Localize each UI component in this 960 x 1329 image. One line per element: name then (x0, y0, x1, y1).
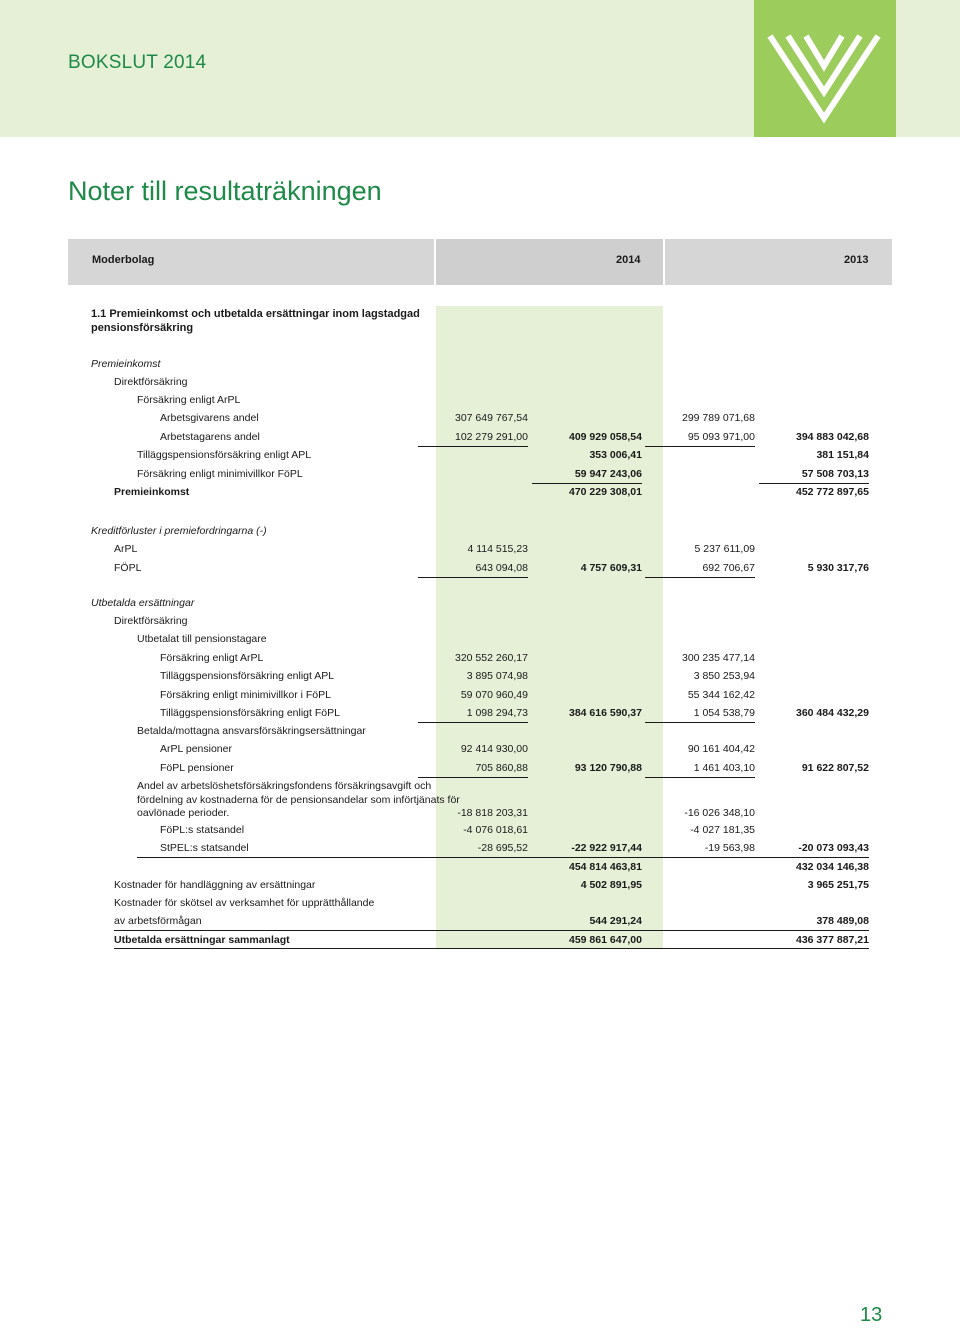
value-cell: 454 814 463,81 (569, 861, 642, 873)
table-row (0, 594, 960, 612)
page-title: Noter till resultaträkningen (68, 176, 382, 206)
report-title: BOKSLUT 2014 (68, 52, 207, 73)
v-chevron-logo-icon (754, 0, 896, 137)
value-cell: 59 947 243,06 (532, 465, 642, 484)
value-cell: 300 235 477,14 (682, 652, 755, 664)
table-row (0, 409, 960, 427)
row-label: Arbetsgivarens andel (160, 412, 259, 424)
value-cell: 459 861 647,00 (569, 934, 642, 946)
table-row (0, 876, 960, 894)
row-label: FöPL pensioner (160, 762, 234, 774)
table-row (0, 355, 960, 373)
row-label: Utbetalda ersättningar sammanlagt (114, 934, 290, 946)
row-label-multiline: Andel av arbetslöshetsförsäkringsfondens försäkringsavgift och fördelning av kostnaderna för de pensionsandelar som införtjänats för oavlönade perioder. (137, 780, 460, 819)
value-cell: 409 929 058,54 (569, 431, 642, 443)
table-row (0, 391, 960, 409)
row-label: ArPL (114, 543, 138, 555)
value-cell: 307 649 767,54 (455, 412, 528, 424)
row-label: Direktförsäkring (114, 376, 188, 388)
table-header (68, 239, 892, 285)
row-label: Försäkring enligt ArPL (160, 652, 264, 664)
table-row (0, 649, 960, 667)
value-cell: 102 279 291,00 (418, 428, 528, 447)
row-label: Tilläggspensionsförsäkring enligt APL (137, 449, 312, 461)
row-label: Utbetalat till pensionstagare (137, 633, 267, 645)
value-cell: -22 922 917,44 (571, 842, 642, 854)
table-row (0, 759, 960, 777)
table-row (0, 839, 960, 857)
row-label: Försäkring enligt minimivillkor FöPL (137, 468, 303, 480)
table-row (0, 540, 960, 558)
value-cell: 95 093 971,00 (645, 428, 755, 447)
row-label: Betalda/mottagna ansvarsförsäkringsersättningar (137, 725, 366, 737)
table-row (0, 821, 960, 839)
row-label: Arbetstagarens andel (160, 431, 260, 443)
value-cell: -19 563,98 (704, 842, 755, 854)
table-row (0, 522, 960, 540)
value-cell: 432 034 146,38 (796, 861, 869, 873)
table-row (0, 804, 960, 822)
row-label: Försäkring enligt ArPL (137, 394, 241, 406)
row-label: FÖPL (114, 562, 142, 574)
value-cell: -16 026 348,10 (684, 807, 755, 819)
table-row (0, 931, 960, 949)
row-label: Kreditförluster i premiefordringarna (-) (91, 525, 267, 537)
table-row (0, 722, 960, 740)
value-cell: 360 484 432,29 (796, 707, 869, 719)
value-cell: 705 860,88 (418, 759, 528, 778)
row-label: Premieinkomst (91, 358, 161, 370)
table-row (0, 559, 960, 577)
value-cell: 93 120 790,88 (574, 762, 642, 774)
value-cell: 320 552 260,17 (455, 652, 528, 664)
value-cell: 381 151,84 (816, 449, 869, 461)
value-cell: 91 622 807,52 (801, 762, 869, 774)
value-cell: 353 006,41 (589, 449, 642, 461)
row-label: av arbetsförmågan (114, 915, 202, 927)
header-year-2013: 2013 (844, 254, 869, 266)
value-cell: 643 094,08 (418, 559, 528, 578)
value-cell: 470 229 308,01 (569, 486, 642, 498)
table-row (0, 686, 960, 704)
value-cell: 544 291,24 (589, 915, 642, 927)
row-label: Tilläggspensionsförsäkring enligt FöPL (160, 707, 340, 719)
table-row (0, 894, 960, 912)
table-row (0, 858, 960, 876)
table-row (0, 446, 960, 464)
table-row (0, 740, 960, 758)
row-label: Direktförsäkring (114, 615, 188, 627)
value-cell: 1 054 538,79 (645, 704, 755, 723)
value-cell: 4 757 609,31 (580, 562, 642, 574)
value-cell: 384 616 590,37 (569, 707, 642, 719)
value-cell: 1 461 403,10 (645, 759, 755, 778)
value-cell: 5 237 611,09 (694, 543, 755, 555)
section-title: 1.1 Premieinkomst och utbetalda ersättningar inom lagstadgad pensionsförsäkring (91, 308, 420, 334)
value-cell: 692 706,67 (645, 559, 755, 578)
table-row (0, 483, 960, 501)
value-cell: 299 789 071,68 (682, 412, 755, 424)
row-label: Premieinkomst (114, 486, 190, 498)
value-cell: 3 895 074,98 (466, 670, 528, 682)
logo (754, 0, 896, 137)
row-label: Tilläggspensionsförsäkring enligt APL (160, 670, 335, 682)
value-cell: 3 850 253,94 (693, 670, 755, 682)
value-cell: 55 344 162,42 (687, 689, 755, 701)
value-cell: 59 070 960,49 (460, 689, 528, 701)
table-row (0, 428, 960, 446)
value-cell: 394 883 042,68 (796, 431, 869, 443)
value-cell: -4 076 018,61 (463, 824, 528, 836)
header-moderbolag: Moderbolag (92, 254, 155, 266)
row-label: ArPL pensioner (160, 743, 232, 755)
value-cell: -4 027 181,35 (690, 824, 755, 836)
value-cell: 4 114 515,23 (467, 543, 528, 555)
value-cell: 1 098 294,73 (418, 704, 528, 723)
value-cell: -20 073 093,43 (798, 842, 869, 854)
value-cell: -28 695,52 (477, 842, 528, 854)
row-label: Kostnader för handläggning av ersättningar (114, 879, 316, 891)
table-row (0, 373, 960, 391)
value-cell: 57 508 703,13 (759, 465, 869, 484)
table-row (0, 630, 960, 648)
table-row (0, 912, 960, 930)
value-cell: 92 414 930,00 (460, 743, 528, 755)
table-row (0, 704, 960, 722)
value-cell: 4 502 891,95 (580, 879, 642, 891)
total-line (114, 948, 869, 949)
page-number: 13 (860, 1304, 883, 1326)
row-label: Kostnader för skötsel av verksamhet för upprätthållande (114, 897, 375, 909)
row-label: Försäkring enligt minimivillkor i FöPL (160, 689, 331, 701)
value-cell: 3 965 251,75 (807, 879, 869, 891)
value-cell: 378 489,08 (816, 915, 869, 927)
header-year-2014: 2014 (616, 254, 641, 266)
table-row (0, 465, 960, 483)
table-row (0, 667, 960, 685)
row-label: StPEL:s statsandel (160, 842, 249, 854)
value-cell: 452 772 897,65 (796, 486, 869, 498)
table-row (0, 612, 960, 630)
row-label: Utbetalda ersättningar (91, 597, 195, 609)
row-label: FöPL:s statsandel (160, 824, 245, 836)
value-cell: 436 377 887,21 (796, 934, 869, 946)
value-cell: -18 818 203,31 (457, 807, 528, 819)
value-cell: 5 930 317,76 (807, 562, 869, 574)
value-cell: 90 161 404,42 (687, 743, 755, 755)
